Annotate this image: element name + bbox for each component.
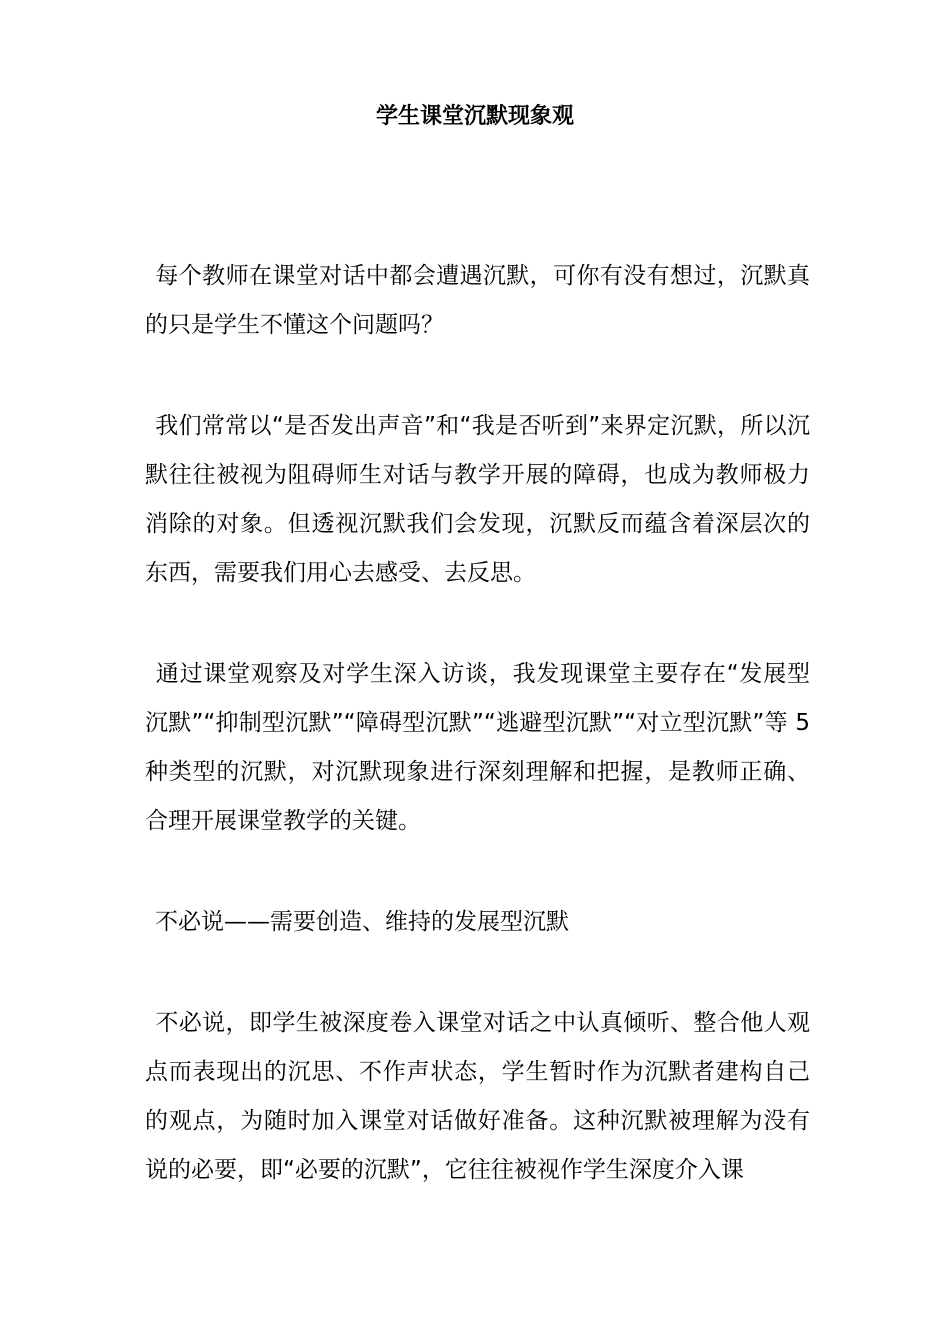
document-title: 学生课堂沉默现象观 (375, 104, 574, 129)
paragraph-text: 我们常常以“是否发出声音”和“我是否听到”来界定沉默，所以沉默往往被视为阻碍师生对话与教学开展的障碍，也成为教师极力消除的对象。但透视沉默我们会发现，沉默反而蕴含着深层次的东西，需要我们用心去感受、去反思。 (145, 413, 810, 586)
paragraph-text: 通过课堂观察及对学生深入访谈，我发现课堂主要存在“发展型沉默”“抑制型沉默”“障碍型沉默”“逃避型沉默”“对立型沉默”等 5 种类型的沉默，对沉默现象进行深刻理解和把握，是教师正确、合理开展课堂教学的关键。 (145, 661, 810, 834)
paragraph-intro (145, 252, 810, 350)
paragraph-text: 每个教师在课堂对话中都会遭遇沉默，可你有没有想过，沉默真的只是学生不懂这个问题吗？ (145, 263, 810, 338)
section-heading (145, 898, 810, 947)
section-heading-text: 不必说——需要创造、维持的发展型沉默 (155, 909, 569, 935)
paragraph-definition (145, 402, 810, 598)
paragraph-types (145, 650, 810, 846)
paragraph-text: 不必说，即学生被深度卷入课堂对话之中认真倾听、整合他人观点而表现出的沉思、不作声状态，学生暂时作为沉默者建构自己的观点，为随时加入课堂对话做好准备。这种沉默被理解为没有说的必要，即“必要的沉默”，它往往被视作学生深度介入课 (145, 1010, 810, 1183)
paragraph-development (145, 999, 810, 1195)
document-body (145, 252, 810, 1247)
